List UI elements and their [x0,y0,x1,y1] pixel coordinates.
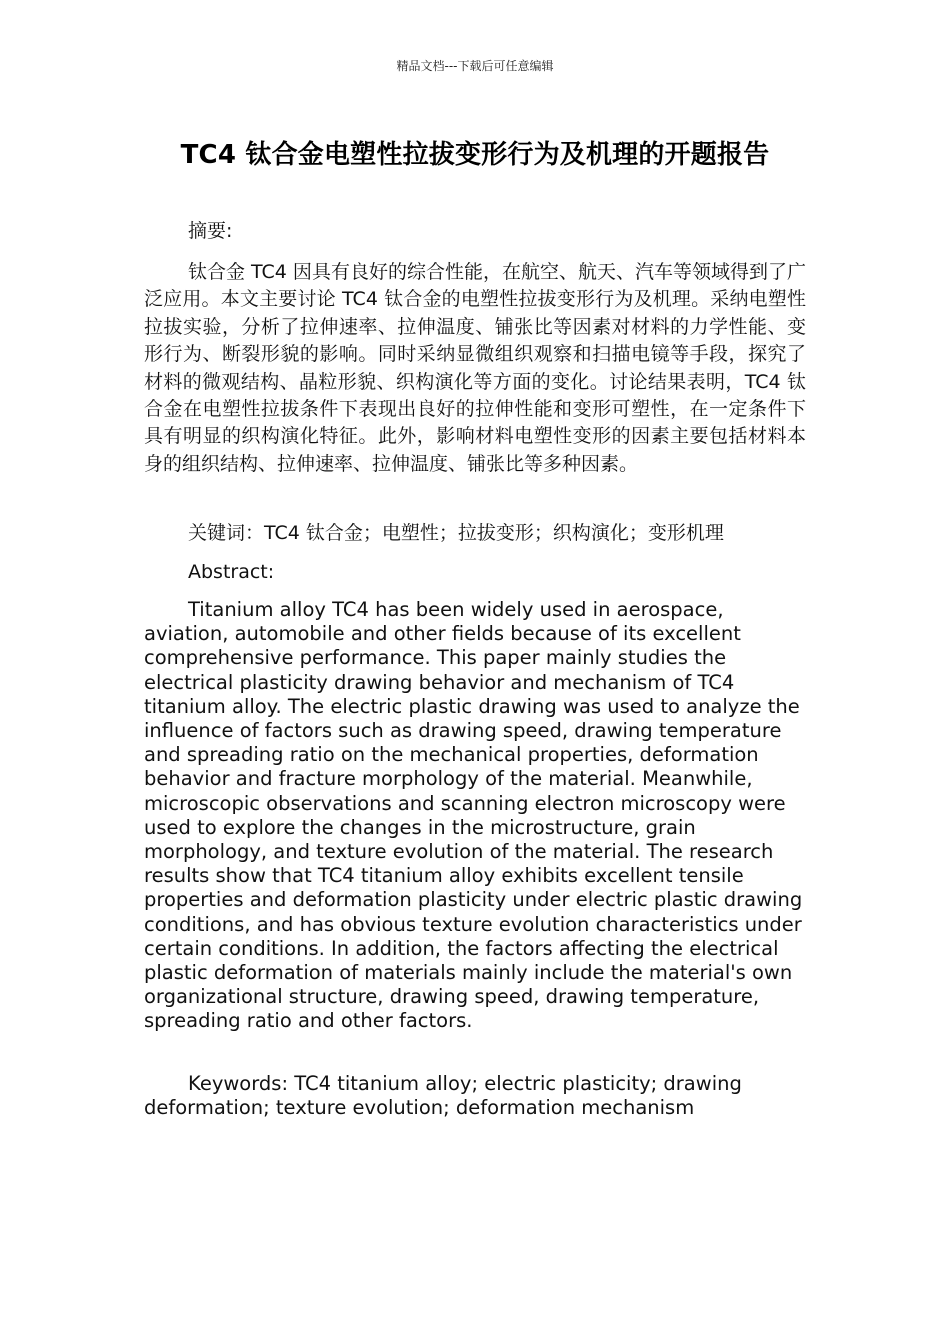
document-title: TC4 钛合金电塑性拉拔变形行为及机理的开题报告 [180,140,770,170]
abstract-cn-paragraph: 钛合金 TC4 因具有良好的综合性能，在航空、航天、汽车等领域得到了广泛应用。本文主要讨论 TC4 钛合金的电塑性拉拔变形行为及机理。采纳电塑性拉拔实验，分析了拉伸速率、拉伸温度、铺张比等因素对材料的力学性能、变形行为、断裂形貌的影响。同时采纳显微组织观察和扫描电镜等手段，探究了材料的微观结构、晶粒形貌、织构演化等方面的变化。讨论结果表明，TC4 钛合金在电塑性拉拔条件下表现出良好的拉伸性能和变形可塑性，在一定条件下具有明显的织构演化特征。此外，影响材料电塑性变形的因素主要包括材料本身的组织结构、拉伸速率、拉伸温度、铺张比等多种因素。 [144,261,806,475]
abstract-en-paragraph: Titanium alloy TC4 has been widely used in aerospace, aviation, automobile and other fields because of its excellent comprehensive performance. This paper mainly studies the electrical plasticity drawing behavior and mechanism of TC4 titanium alloy. The electric plastic drawing was used to analyze the influence of factors such as drawing speed, drawing temperature and spreading ratio on the mechanical properties, deformation behavior and fracture morphology of the material. Meanwhile, microscopic observations and scanning electron microscopy were used to explore the changes in the microstructure, grain morphology, and texture evolution of the material. The research results show that TC4 titanium alloy exhibits excellent tensile properties and deformation plasticity under electric plastic drawing conditions, and has obvious texture evolution characteristics under certain conditions. In addition, the factors affecting the electrical plastic deformation of materials mainly include the material's own organizational structure, drawing speed, drawing temperature, spreading ratio and other factors. [144,598,803,1033]
keywords-en: Keywords: TC4 titanium alloy; electric plasticity; drawing deformation; texture evolution; deformation mechanism [144,1072,742,1120]
header-note: 精品文档---下载后可任意编辑 [396,59,554,73]
abstract-cn-label: 摘要: [188,220,233,242]
abstract-en-label: Abstract: [188,561,275,583]
keywords-cn: 关键词：TC4 钛合金；电塑性；拉拔变形；织构演化；变形机理 [188,522,724,544]
